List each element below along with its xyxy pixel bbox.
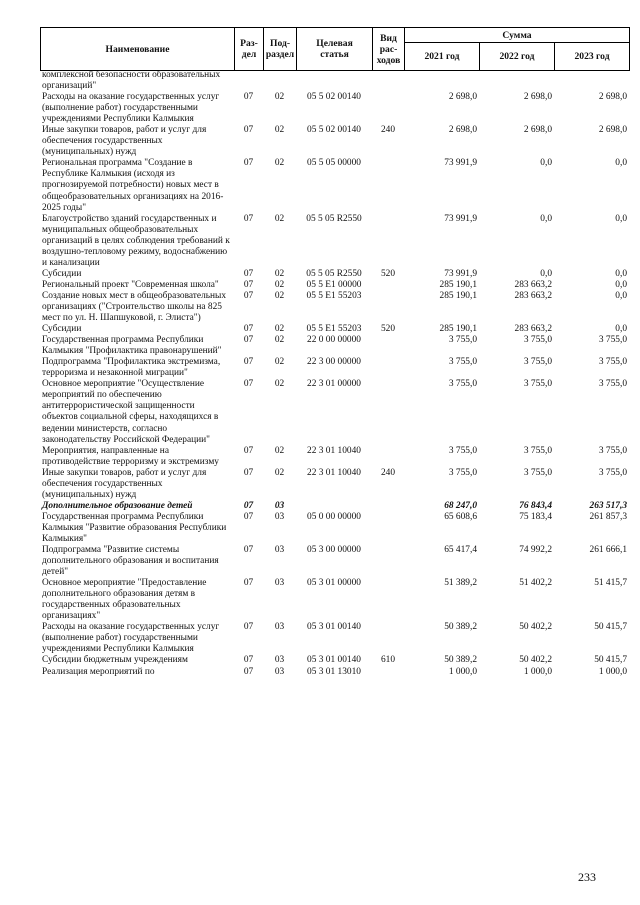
row-sum-2021: 1 000,0	[448, 666, 477, 677]
row-sum-2022: 283 663,2	[514, 324, 552, 335]
row-subsection: 02	[274, 279, 285, 290]
row-sum-2021	[404, 70, 479, 92]
row-sum-2021: 2 698,0	[448, 125, 477, 136]
row-sum-2023: 2 698,0	[598, 92, 627, 103]
row-sum-2023: 263 517,3	[589, 500, 627, 511]
row-sum-2023: 51 415,7	[594, 578, 627, 589]
row-subsection: 03	[274, 511, 285, 522]
row-sum-2023: 261 666,1	[589, 545, 627, 556]
row-kind	[372, 357, 404, 379]
row-kind	[372, 70, 404, 92]
row-target: 05 5 05 R2550	[306, 268, 362, 279]
row-section: 07	[243, 213, 254, 224]
row-subsection: 02	[274, 158, 285, 169]
row-name: Дополнительное образование детей	[42, 500, 193, 511]
row-section: 07	[243, 445, 254, 456]
table-row	[40, 379, 629, 445]
row-sum-2021: 50 389,2	[444, 622, 477, 633]
row-sum-2022: 3 755,0	[523, 467, 552, 478]
header-section	[235, 28, 264, 71]
row-target: 05 3 01 00000	[307, 578, 361, 589]
row-section: 07	[243, 655, 254, 666]
row-section: 07	[243, 500, 254, 511]
row-sum-2021: 285 190,1	[439, 290, 477, 301]
row-name: Подпрограмма "Профилактика экстремизма, терроризма и незаконной миграции"	[42, 357, 221, 379]
row-target	[296, 501, 372, 512]
row-kind	[372, 501, 404, 512]
table-row	[40, 545, 629, 578]
row-subsection: 02	[274, 125, 285, 136]
row-sum-2022: 1 000,0	[523, 666, 552, 677]
table-row	[40, 512, 629, 545]
row-target: 05 5 E1 00000	[306, 279, 362, 290]
row-name: Благоустройство зданий государственных и муниципальных общеобразовательных организаций в целях соблюдения требований к воздушно-тепловому режиму, водоснабжению и канализации	[42, 213, 230, 268]
header-sum: Сумма	[405, 28, 630, 43]
row-name: Субсидии бюджетным учреждениям	[42, 655, 188, 666]
row-section: 07	[243, 279, 254, 290]
row-kind	[372, 379, 404, 445]
row-subsection: 03	[274, 578, 285, 589]
row-sum-2022: 0,0	[540, 213, 552, 224]
row-kind	[372, 667, 404, 678]
row-sum-2023: 1 000,0	[598, 666, 627, 677]
table-header	[40, 27, 630, 71]
row-kind	[372, 578, 404, 622]
row-section: 07	[243, 467, 254, 478]
table-row	[40, 335, 629, 357]
row-sum-2022: 76 843,4	[519, 500, 552, 511]
row-sum-2023: 50 415,7	[594, 655, 627, 666]
row-sum-2021: 3 755,0	[448, 379, 477, 390]
row-sum-2023: 261 857,3	[589, 511, 627, 522]
row-section: 07	[243, 290, 254, 301]
row-target: 05 3 00 00000	[307, 545, 361, 556]
row-sum-2021: 65 608,6	[444, 511, 477, 522]
row-sum-2021: 3 755,0	[448, 467, 477, 478]
table-row	[40, 70, 629, 92]
budget-table	[40, 70, 629, 678]
row-name: Государственная программа Республики Калмыкия "Профилактика правонарушений"	[42, 335, 222, 357]
row-sum-2023: 50 415,7	[594, 622, 627, 633]
budget-table-body	[40, 70, 629, 678]
table-row	[40, 501, 629, 512]
row-kind: 520	[380, 268, 396, 279]
table-row	[40, 269, 629, 280]
row-subsection: 02	[274, 379, 285, 390]
row-sum-2022: 51 402,2	[519, 578, 552, 589]
row-kind: 240	[380, 467, 396, 478]
row-subsection: 02	[274, 268, 285, 279]
row-name: Расходы на оказание государственных услуг (выполнение работ) государственными учреждениями Республики Калмыкия	[42, 92, 220, 125]
row-name: Иные закупки товаров, работ и услуг для обеспечения государственных (муниципальных) нужд	[42, 125, 207, 158]
header-2023: 2023 год	[555, 43, 630, 71]
row-name: Основное мероприятие "Предоставление дополнительного образования детям в государственных образовательных организациях"	[42, 578, 207, 622]
row-sum-2023: 3 755,0	[598, 335, 627, 346]
row-kind: 520	[380, 324, 396, 335]
row-subsection: 03	[274, 666, 285, 677]
row-sum-2022: 2 698,0	[523, 125, 552, 136]
row-subsection: 02	[274, 335, 285, 346]
table-row	[40, 357, 629, 379]
row-subsection: 02	[274, 445, 285, 456]
row-sum-2022: 50 402,2	[519, 622, 552, 633]
table-row	[40, 667, 629, 678]
row-sum-2023: 3 755,0	[598, 467, 627, 478]
row-section: 07	[243, 545, 254, 556]
row-kind: 610	[380, 655, 396, 666]
row-sum-2023: 0,0	[615, 324, 627, 335]
row-name: Реализация мероприятий по	[42, 666, 155, 677]
row-sum-2021: 73 991,9	[444, 268, 477, 279]
row-sum-2022: 75 183,4	[519, 511, 552, 522]
row-sum-2021: 3 755,0	[448, 357, 477, 368]
row-subsection: 02	[274, 324, 285, 335]
row-sum-2021: 2 698,0	[448, 92, 477, 103]
table-row	[40, 622, 629, 655]
table-row	[40, 125, 629, 158]
header-target-text: Целевая статья	[316, 38, 353, 60]
table-row	[40, 214, 629, 269]
row-kind	[372, 291, 404, 324]
row-sum-2022: 3 755,0	[523, 379, 552, 390]
row-sum-2023: 3 755,0	[598, 445, 627, 456]
row-target: 22 0 00 00000	[307, 335, 361, 346]
row-sum-2021: 3 755,0	[448, 445, 477, 456]
row-sum-2023: 0,0	[615, 158, 627, 169]
row-section: 07	[243, 324, 254, 335]
table-row	[40, 446, 629, 468]
header-name: Наименование	[41, 28, 235, 71]
row-name: Расходы на оказание государственных услуг (выполнение работ) государственными учреждениями Республики Калмыкия	[42, 622, 220, 655]
row-kind	[372, 335, 404, 357]
table-row	[40, 468, 629, 501]
row-kind	[372, 622, 404, 655]
table-row	[40, 291, 629, 324]
header-2021: 2021 год	[405, 43, 480, 71]
row-sum-2023	[554, 70, 629, 92]
row-sum-2021: 73 991,9	[444, 158, 477, 169]
row-section: 07	[243, 268, 254, 279]
row-subsection: 02	[274, 357, 285, 368]
row-sum-2021: 3 755,0	[448, 335, 477, 346]
row-sum-2023: 3 755,0	[598, 379, 627, 390]
row-sum-2021: 285 190,1	[439, 324, 477, 335]
row-sum-2021: 50 389,2	[444, 655, 477, 666]
table-row	[40, 280, 629, 291]
row-sum-2023: 2 698,0	[598, 125, 627, 136]
row-name: Субсидии	[42, 324, 82, 335]
header-kind-text: Вид рас- ходов	[376, 32, 401, 66]
row-sum-2022: 0,0	[540, 158, 552, 169]
row-subsection: 02	[274, 467, 285, 478]
row-target: 22 3 01 00000	[307, 379, 361, 390]
header-target	[297, 28, 373, 71]
table-row	[40, 578, 629, 622]
row-kind	[372, 214, 404, 269]
row-target: 22 3 00 00000	[307, 357, 361, 368]
row-target	[296, 70, 372, 92]
row-sum-2023: 0,0	[615, 268, 627, 279]
row-sum-2022: 3 755,0	[523, 357, 552, 368]
row-target: 05 5 05 00000	[307, 158, 361, 169]
row-name: Мероприятия, направленные на противодействие терроризму и экстремизму	[42, 445, 219, 467]
row-subsection: 03	[274, 500, 285, 511]
row-sum-2022: 0,0	[540, 268, 552, 279]
row-sum-2023: 0,0	[615, 290, 627, 301]
row-target: 05 3 01 00140	[307, 655, 361, 666]
row-section: 07	[243, 357, 254, 368]
row-section: 07	[243, 335, 254, 346]
row-subsection: 03	[274, 545, 285, 556]
table-row	[40, 324, 629, 335]
row-kind: 240	[380, 125, 396, 136]
row-section: 07	[243, 622, 254, 633]
row-name: Создание новых мест в общеобразовательных организациях ("Строительство школы на 825 мест по ул. Н. Шапшуковой, г. Элиста")	[42, 290, 227, 324]
row-section	[234, 70, 263, 92]
row-subsection: 02	[274, 92, 285, 103]
row-kind	[372, 446, 404, 468]
row-subsection: 02	[274, 213, 285, 224]
row-target: 22 3 01 10040	[307, 467, 361, 478]
header-subsection-text: Под- раздел	[265, 38, 295, 60]
header-2022: 2022 год	[480, 43, 555, 71]
row-name: Региональная программа "Создание в Республике Калмыкия (исходя из прогнозируемой потребности) новых мест в общеобразовательных организациях на 2016-2025 годы"	[42, 158, 224, 213]
row-section: 07	[243, 92, 254, 103]
row-target: 22 3 01 10040	[307, 445, 361, 456]
row-kind	[372, 158, 404, 213]
row-target: 05 5 E1 55203	[306, 324, 362, 335]
row-name: комплексной безопасности образовательных организаций"	[42, 70, 221, 92]
header-kind	[373, 28, 405, 71]
row-sum-2022: 74 992,2	[519, 545, 552, 556]
row-section: 07	[243, 666, 254, 677]
row-target: 05 0 00 00000	[307, 511, 361, 522]
row-sum-2023: 0,0	[615, 279, 627, 290]
row-section: 07	[243, 158, 254, 169]
row-kind	[372, 545, 404, 578]
row-target: 05 5 05 R2550	[306, 213, 362, 224]
row-sum-2021: 68 247,0	[444, 500, 477, 511]
row-target: 05 3 01 13010	[307, 666, 361, 677]
row-sum-2023: 3 755,0	[598, 357, 627, 368]
row-subsection	[263, 70, 296, 92]
row-sum-2022: 283 663,2	[514, 290, 552, 301]
row-section: 07	[243, 578, 254, 589]
row-name: Государственная программа Республики Калмыкия "Развитие образования Республики Калмыкия"	[42, 511, 227, 544]
row-target: 05 5 02 00140	[307, 125, 361, 136]
row-kind	[372, 92, 404, 125]
row-name: Субсидии	[42, 268, 82, 279]
page-number: 233	[578, 870, 596, 884]
row-target: 05 5 E1 55203	[306, 290, 362, 301]
row-sum-2022: 50 402,2	[519, 655, 552, 666]
row-target: 05 5 02 00140	[307, 92, 361, 103]
row-sum-2022	[479, 70, 554, 92]
row-section: 07	[243, 511, 254, 522]
row-sum-2022: 3 755,0	[523, 335, 552, 346]
row-section: 07	[243, 379, 254, 390]
row-name: Подпрограмма "Развитие системы дополнительного образования и воспитания детей"	[42, 545, 219, 578]
row-name: Региональный проект "Современная школа"	[42, 279, 219, 290]
row-sum-2021: 65 417,4	[444, 545, 477, 556]
row-sum-2021: 51 389,2	[444, 578, 477, 589]
table-row	[40, 92, 629, 125]
row-kind	[372, 512, 404, 545]
row-sum-2022: 283 663,2	[514, 279, 552, 290]
row-sum-2021: 285 190,1	[439, 279, 477, 290]
table-row	[40, 655, 629, 666]
row-sum-2022: 3 755,0	[523, 445, 552, 456]
row-sum-2022: 2 698,0	[523, 92, 552, 103]
row-sum-2023: 0,0	[615, 213, 627, 224]
row-subsection: 03	[274, 622, 285, 633]
header-subsection	[264, 28, 297, 71]
row-target: 05 3 01 00140	[307, 622, 361, 633]
row-subsection: 02	[274, 290, 285, 301]
row-name: Иные закупки товаров, работ и услуг для обеспечения государственных (муниципальных) нужд	[42, 467, 207, 500]
table-row	[40, 158, 629, 213]
row-subsection: 03	[274, 655, 285, 666]
row-kind	[372, 280, 404, 291]
row-name: Основное мероприятие "Осуществление мероприятий по обеспечению антитеррористической защищенности объектов социальной сферы, находящихся в ведении министерств, согласно законодательству Российской Федерации"	[42, 379, 219, 445]
row-section: 07	[243, 125, 254, 136]
row-sum-2021: 73 991,9	[444, 213, 477, 224]
header-section-text: Раз- дел	[240, 38, 258, 60]
